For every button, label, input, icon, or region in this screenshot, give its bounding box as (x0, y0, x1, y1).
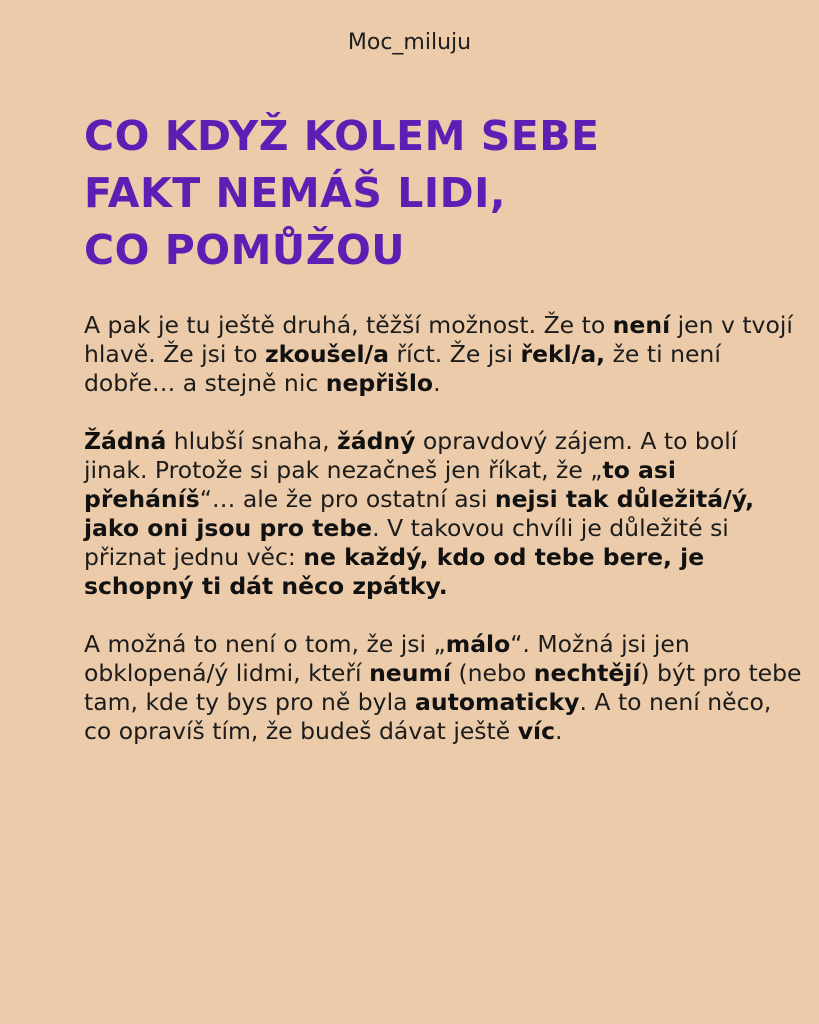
emphasis-text: řekl/a, (520, 340, 606, 368)
emphasis-text: neumí (369, 659, 452, 687)
emphasis-text: ne každý, kdo od tebe bere, je schopný ti dát něco zpátky. (84, 543, 705, 600)
text-run: . A to není něco, co opravíš tím, že budeš dávat ještě (84, 688, 772, 745)
paragraph (84, 311, 804, 398)
emphasis-text: málo (445, 630, 511, 658)
paragraph (84, 427, 804, 601)
body-text (84, 311, 804, 775)
headline (84, 108, 784, 279)
text-run: ) být pro tebe tam, kde ty bys pro ně byla (84, 659, 802, 716)
emphasis-text: automaticky (415, 688, 580, 716)
headline-line: CO POMŮŽOU (84, 226, 406, 274)
emphasis-text: zkoušel/a (265, 340, 389, 368)
text-run: opravdový zájem. A to bolí jinak. Protože si pak nezačneš jen říkat, že „ (84, 427, 738, 484)
text-run: že ti není dobře… a stejně nic (84, 340, 721, 397)
text-run: A pak je tu ještě druhá, těžší možnost. Že to (84, 311, 613, 339)
emphasis-text: Žádná (84, 427, 167, 455)
text-run: “. Možná jsi jen obklopená/ý lidmi, kteří (84, 630, 690, 687)
emphasis-text: nechtějí (533, 659, 641, 687)
headline-line: FAKT NEMÁŠ LIDI, (84, 169, 506, 217)
emphasis-text: jako oni jsou pro tebe (84, 514, 373, 542)
emphasis-text: žádný (337, 427, 416, 455)
text-run: (nebo (451, 659, 534, 687)
text-run: A možná to není o tom, že jsi „ (84, 630, 446, 658)
author-handle: Moc_miluju (347, 30, 472, 55)
text-run: . (555, 717, 563, 745)
emphasis-text: nepřišlo (325, 369, 434, 397)
text-run: . V takovou chvíli je důležité si přiznat jednu věc: (84, 514, 729, 571)
text-run: hlubší snaha, (166, 427, 338, 455)
emphasis-text: to asi přeháníš (84, 456, 676, 513)
text-run: “… ale že pro ostatní asi (199, 485, 495, 513)
headline-line: CO KDYŽ KOLEM SEBE (84, 112, 600, 160)
text-run: říct. Že jsi (388, 340, 521, 368)
emphasis-text: nejsi tak důležitá/ý, (494, 485, 755, 513)
emphasis-text: není (612, 311, 671, 339)
text-run: jen v tvojí hlavě. Že jsi to (84, 311, 793, 368)
paragraph (84, 630, 804, 746)
text-run: . (433, 369, 441, 397)
emphasis-text: víc (517, 717, 556, 745)
